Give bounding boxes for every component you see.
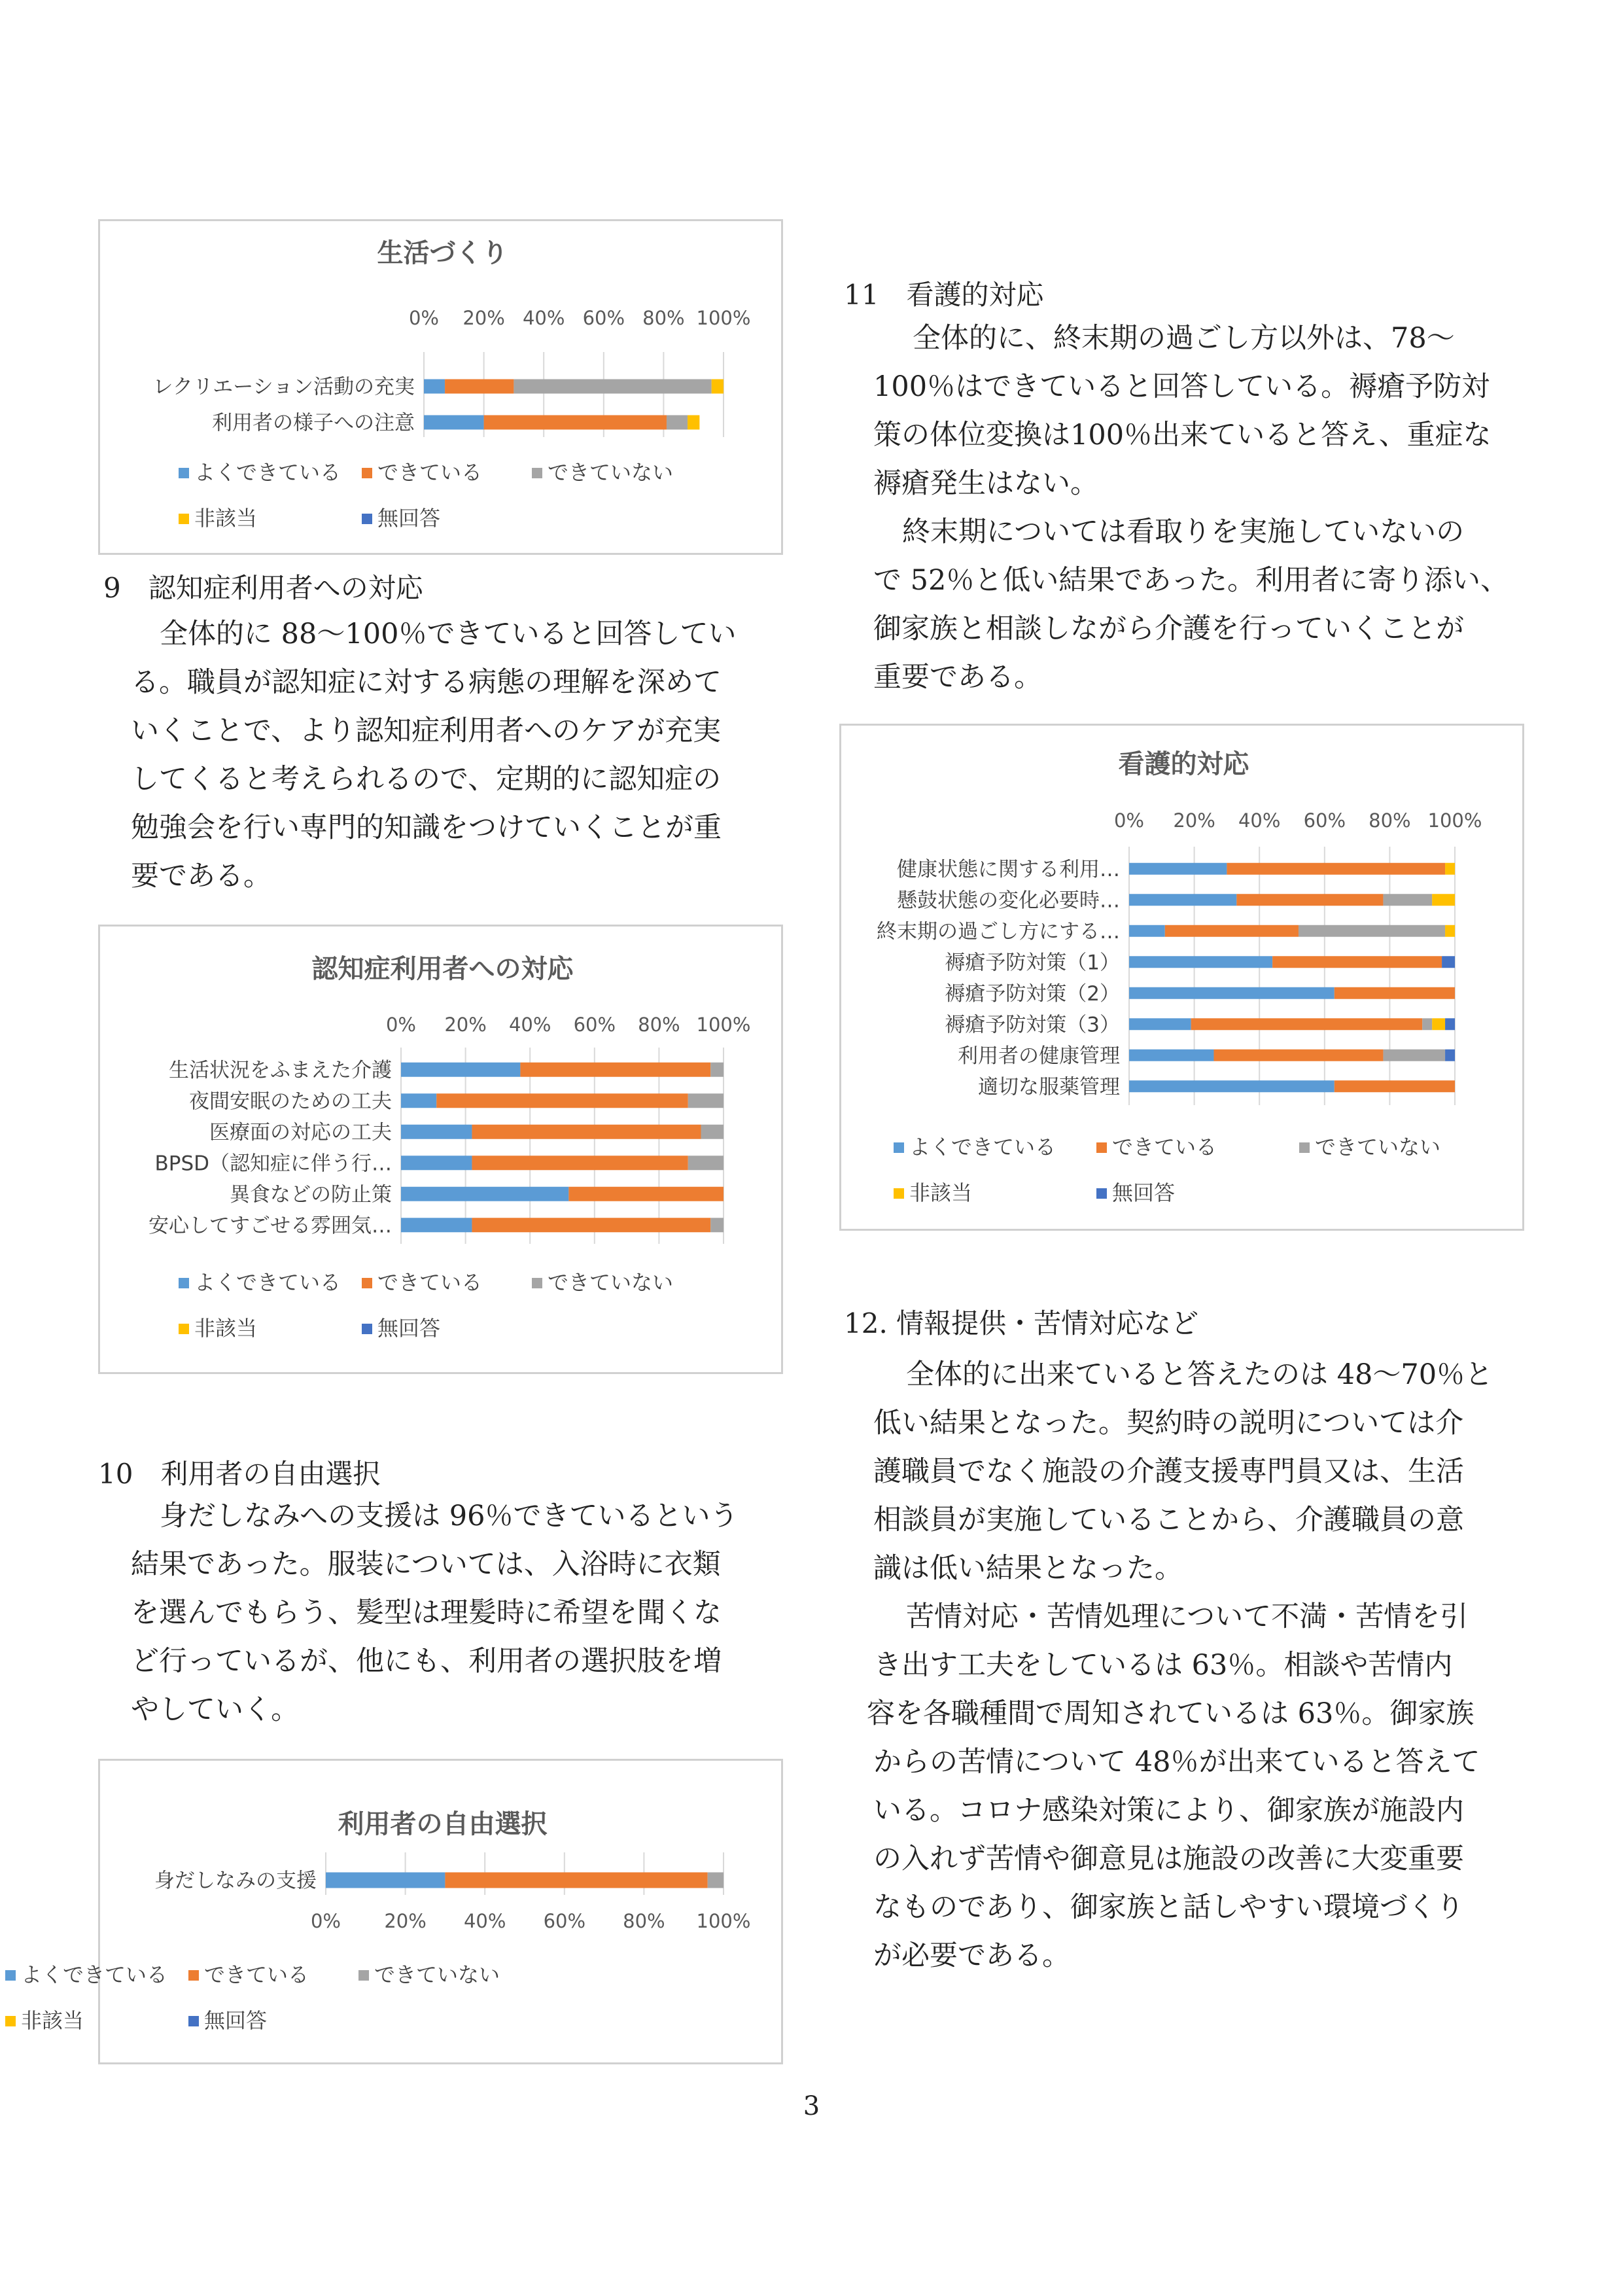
bar-segment <box>1165 925 1299 937</box>
section-9-line: 勉強会を行い専門的知識をつけていくことが重 <box>131 811 722 844</box>
tick-label: 20% <box>444 1014 487 1036</box>
category-label: 夜間安眠のための工夫 <box>189 1089 392 1114</box>
legend-label: よくできている <box>909 1135 1056 1159</box>
chart-title: 看護的対応 <box>1118 749 1249 779</box>
bar-segment <box>1129 863 1227 875</box>
tick-label: 60% <box>582 307 625 329</box>
tick-label: 40% <box>463 1910 506 1932</box>
section-10-line: 結果であった。服装については、入浴時に衣類 <box>131 1548 721 1581</box>
legend-swatch <box>5 2016 16 2026</box>
section-11-line: 策の体位変換は100％出来ていると答え、重症な <box>873 419 1492 451</box>
section-12-heading: 12. 情報提供・苦情対応など <box>844 1307 1199 1339</box>
section-12-line: の入れず苦情や御意見は施設の改善に大変重要 <box>873 1843 1464 1875</box>
section-10-line: を選んでもらう、髪型は理髪時に希望を聞くな <box>131 1597 722 1629</box>
section-12-line: 全体的に出来ていると答えたのは 48～70％と <box>906 1358 1493 1391</box>
tick-label: 0% <box>385 1014 417 1036</box>
section-10-line: 身だしなみへの支援は 96％できているという <box>160 1500 739 1532</box>
page-number: 3 <box>803 2091 820 2121</box>
tick-label: 40% <box>1238 809 1281 832</box>
bar-segment <box>401 1156 472 1170</box>
tick-label: 100% <box>696 1014 751 1036</box>
legend-label: できている <box>377 460 483 485</box>
legend-label: 無回答 <box>204 2008 268 2033</box>
legend-swatch <box>1096 1188 1107 1199</box>
bar-segment <box>688 1156 724 1170</box>
chart-ninchisho <box>98 925 783 1374</box>
tick-label: 0% <box>408 307 440 329</box>
section-12-line: が必要である。 <box>873 1939 1070 1972</box>
tick-label: 60% <box>1303 809 1346 832</box>
section-12-line: 相談員が実施していることから、介護職員の意 <box>873 1504 1464 1536</box>
legend-swatch <box>532 1278 542 1288</box>
bar-segment <box>1129 987 1335 999</box>
bar-segment <box>1227 863 1445 875</box>
legend-swatch <box>188 1970 199 1981</box>
bar-segment <box>1236 894 1383 906</box>
bar-segment <box>1442 956 1455 968</box>
category-label: 褥瘡予防対策（3） <box>945 1013 1120 1037</box>
bar-segment <box>401 1093 436 1108</box>
bar-segment <box>568 1187 724 1201</box>
legend-label: 非該当 <box>909 1180 973 1205</box>
legend-swatch <box>362 514 372 524</box>
chart-jiyu <box>21 1759 783 2064</box>
chart-ninchisho-svg <box>100 927 785 1376</box>
bar-segment <box>436 1093 688 1108</box>
legend-swatch <box>894 1142 904 1153</box>
category-label: 終末期の過ごし方にする… <box>877 919 1120 944</box>
section-9-body <box>131 610 785 900</box>
section-10-body <box>131 1492 785 1734</box>
bar-segment <box>1213 1050 1383 1061</box>
bar-segment <box>667 415 688 430</box>
chart-kango-svg <box>841 726 1526 1233</box>
bar-segment <box>445 1873 707 1888</box>
section-11-line: 100％はできていると回答している。褥瘡予防対 <box>873 370 1490 403</box>
section-10-heading: 10 利用者の自由選択 <box>98 1458 381 1490</box>
bar-segment <box>688 1093 724 1108</box>
bar-segment <box>1129 956 1272 968</box>
legend-swatch <box>179 1278 189 1288</box>
tick-label: 20% <box>384 1910 427 1932</box>
legend-swatch <box>188 2016 199 2026</box>
legend-swatch <box>5 1970 16 1981</box>
bar-segment <box>688 415 699 430</box>
legend-swatch <box>179 468 189 478</box>
bar-segment <box>701 1125 724 1139</box>
section-12-line: 容を各職種間で周知されているは 63％。御家族 <box>867 1697 1475 1730</box>
legend-label: 非該当 <box>194 506 258 531</box>
legend-swatch <box>362 468 372 478</box>
bar-segment <box>1422 1018 1432 1030</box>
category-label: 懸鼓状態の変化必要時… <box>897 889 1120 913</box>
category-label: 健康状態に関する利用… <box>897 857 1120 881</box>
tick-label: 40% <box>522 307 565 329</box>
chart-seikatsu <box>98 219 783 555</box>
legend-label: よくできている <box>194 1270 341 1295</box>
bar-segment <box>1129 894 1236 906</box>
tick-label: 0% <box>1113 809 1145 832</box>
bar-segment <box>1129 925 1165 937</box>
chart-title: 生活づくり <box>377 238 508 268</box>
tick-label: 40% <box>508 1014 551 1036</box>
section-10-line: ど行っているが、他にも、利用者の選択肢を増 <box>131 1645 722 1678</box>
section-12-line: き出す工夫をしているは 63％。相談や苦情内 <box>873 1649 1453 1682</box>
bar-segment <box>1129 1050 1213 1061</box>
category-label: 利用者の健康管理 <box>958 1044 1120 1068</box>
bar-segment <box>708 1873 724 1888</box>
bar-segment <box>445 380 514 394</box>
chart-jiyu-svg <box>21 1761 785 2066</box>
bar-segment <box>710 1063 724 1077</box>
chart-title: 認知症利用者への対応 <box>311 954 574 984</box>
category-label: 褥瘡予防対策（2） <box>945 981 1120 1006</box>
tick-label: 100% <box>696 1910 751 1932</box>
bar-segment <box>1191 1018 1423 1030</box>
category-label: 褥瘡予防対策（1） <box>945 951 1120 975</box>
section-12-line: 護職員でなく施設の介護支援専門員又は、生活 <box>873 1455 1464 1488</box>
bar-segment <box>1445 1018 1455 1030</box>
bar-segment <box>472 1125 701 1139</box>
bar-segment <box>484 415 667 430</box>
legend-label: 非該当 <box>21 2008 84 2033</box>
legend-swatch <box>894 1188 904 1199</box>
bar-segment <box>1445 925 1455 937</box>
tick-label: 80% <box>642 307 685 329</box>
tick-label: 60% <box>573 1014 616 1036</box>
category-label: 生活状況をふまえた介護 <box>169 1058 392 1082</box>
bar-segment <box>401 1125 472 1139</box>
category-label: BPSD（認知症に伴う行… <box>154 1152 392 1176</box>
section-11-line: 重要である。 <box>873 661 1042 694</box>
section-9-line: 要である。 <box>131 860 271 892</box>
category-label: 異食などの防止策 <box>230 1182 392 1207</box>
bar-segment <box>1129 1080 1335 1092</box>
legend-label: 無回答 <box>377 506 441 531</box>
bar-segment <box>1445 1050 1455 1061</box>
legend-label: できていない <box>1315 1135 1441 1159</box>
bar-segment <box>1445 863 1455 875</box>
tick-label: 100% <box>696 307 751 329</box>
section-9-heading: 9 認知症利用者への対応 <box>103 572 423 604</box>
section-12-body <box>867 1351 1541 1980</box>
legend-label: 無回答 <box>377 1316 441 1341</box>
legend-label: よくできている <box>21 1962 168 1987</box>
legend-label: できている <box>377 1270 483 1295</box>
bar-segment <box>712 380 724 394</box>
chart-title: 利用者の自由選択 <box>338 1809 548 1839</box>
category-label: 利用者の様子への注意 <box>212 411 415 435</box>
tick-label: 100% <box>1427 809 1482 832</box>
legend-label: できていない <box>548 460 674 485</box>
legend-label: できていない <box>374 1962 500 1987</box>
bar-segment <box>1335 1080 1455 1092</box>
section-12-line: 苦情対応・苦情処理について不満・苦情を引 <box>906 1600 1469 1633</box>
legend-swatch <box>179 514 189 524</box>
section-11-body <box>873 314 1541 701</box>
bar-segment <box>1432 1018 1445 1030</box>
legend-label: 非該当 <box>194 1316 258 1341</box>
bar-segment <box>472 1156 688 1170</box>
bar-segment <box>1383 894 1432 906</box>
bar-segment <box>472 1218 710 1232</box>
bar-segment <box>520 1063 710 1077</box>
legend-label: できている <box>204 1962 309 1987</box>
legend-swatch <box>532 468 542 478</box>
bar-segment <box>401 1218 472 1232</box>
bar-segment <box>326 1873 445 1888</box>
bar-segment <box>1335 987 1455 999</box>
legend-label: できている <box>1112 1135 1217 1159</box>
section-9-line: してくると考えられるので、定期的に認知症の <box>131 763 722 796</box>
category-label: 医療面の対応の工夫 <box>209 1120 392 1144</box>
section-10-line: やしていく。 <box>131 1693 300 1726</box>
legend-swatch <box>1299 1142 1310 1153</box>
bar-segment <box>1383 1050 1445 1061</box>
section-11-line: 褥瘡発生はない。 <box>873 467 1098 500</box>
bar-segment <box>1432 894 1455 906</box>
tick-label: 80% <box>623 1910 665 1932</box>
chart-seikatsu-svg <box>100 221 785 557</box>
section-12-line: いる。コロナ感染対策により、御家族が施設内 <box>873 1794 1464 1827</box>
section-12-line: 低い結果となった。契約時の説明については介 <box>873 1407 1464 1439</box>
tick-label: 0% <box>310 1910 341 1932</box>
legend-swatch <box>1096 1142 1107 1153</box>
legend-label: 無回答 <box>1112 1180 1176 1205</box>
section-11-heading: 11 看護的対応 <box>844 279 1044 311</box>
bar-segment <box>424 380 445 394</box>
bar-segment <box>710 1218 724 1232</box>
section-11-line: で 52％と低い結果であった。利用者に寄り添い、 <box>873 564 1509 597</box>
bar-segment <box>514 380 711 394</box>
bar-segment <box>401 1187 568 1201</box>
category-label: レクリエーション活動の充実 <box>152 375 415 399</box>
legend-label: できていない <box>548 1270 674 1295</box>
legend-swatch <box>362 1278 372 1288</box>
section-12-line: からの苦情について 48％が出来ていると答えて <box>873 1746 1480 1778</box>
bar-segment <box>401 1063 520 1077</box>
bar-segment <box>424 415 484 430</box>
section-9-line: る。職員が認知症に対する病態の理解を深めて <box>131 666 722 699</box>
tick-label: 20% <box>1173 809 1215 832</box>
legend-swatch <box>179 1324 189 1334</box>
category-label: 安心してすごせる雰囲気… <box>148 1214 392 1238</box>
legend-swatch <box>358 1970 369 1981</box>
tick-label: 80% <box>638 1014 680 1036</box>
bar-segment <box>1299 925 1445 937</box>
section-12-line: なものであり、御家族と話しやすい環境づくり <box>873 1891 1464 1924</box>
chart-kango <box>839 724 1524 1231</box>
tick-label: 80% <box>1369 809 1411 832</box>
section-11-line: 御家族と相談しながら介護を行っていくことが <box>873 612 1464 645</box>
bar-segment <box>1129 1018 1191 1030</box>
tick-label: 20% <box>462 307 505 329</box>
bar-segment <box>1272 956 1442 968</box>
section-9-line: 全体的に 88～100％できていると回答してい <box>160 618 737 650</box>
category-label: 身だしなみの支援 <box>154 1869 317 1893</box>
legend-swatch <box>362 1324 372 1334</box>
section-9-line: いくことで、より認知症利用者へのケアが充実 <box>131 715 722 747</box>
tick-label: 60% <box>543 1910 586 1932</box>
section-12-line: 識は低い結果となった。 <box>873 1552 1183 1585</box>
section-11-line: 終末期については看取りを実施していないの <box>902 516 1465 548</box>
section-11-line: 全体的に、終末期の過ごし方以外は、78～ <box>913 322 1455 355</box>
legend-label: よくできている <box>194 460 341 485</box>
category-label: 適切な服薬管理 <box>978 1075 1120 1099</box>
